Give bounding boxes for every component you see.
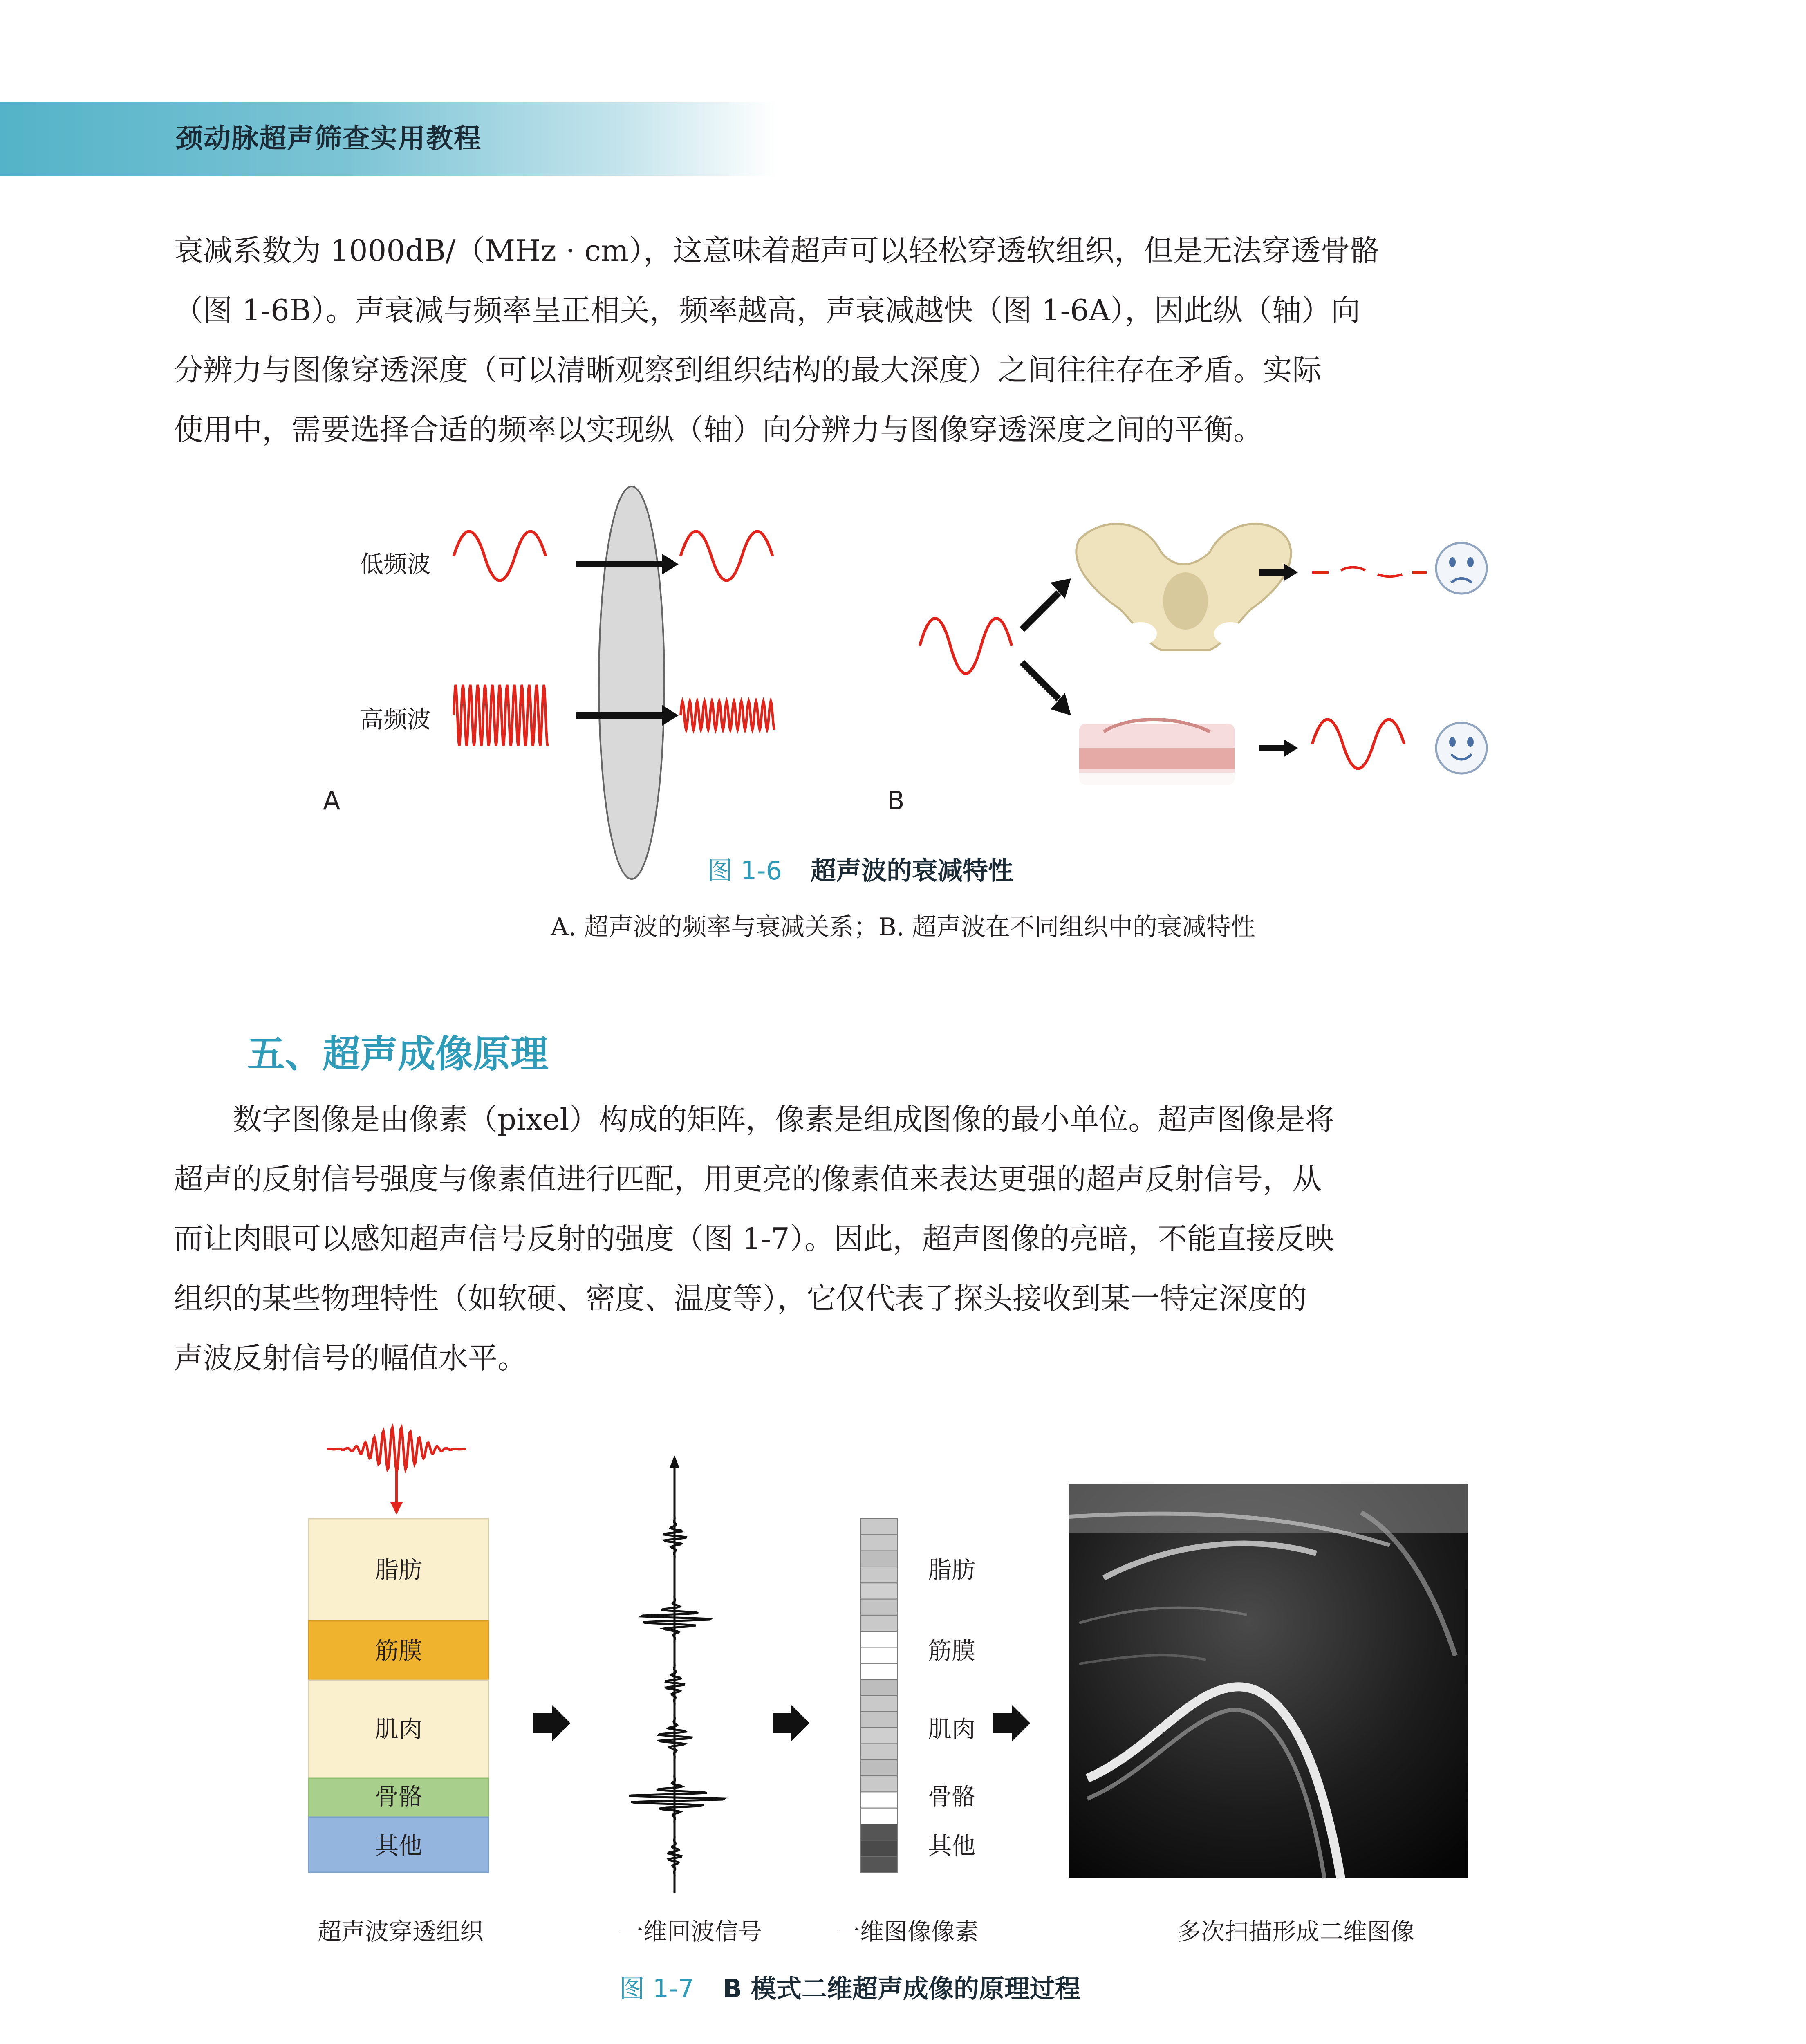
pixel-cell <box>860 1599 897 1615</box>
figure-1-6 <box>0 470 1806 899</box>
high-frequency-wave-out <box>681 701 775 730</box>
figure-title: 超声波的衰减特性 <box>810 856 1013 885</box>
pixel-cell <box>860 1519 897 1535</box>
high-frequency-label: 高频波 <box>360 706 431 733</box>
low-frequency-label: 低频波 <box>360 550 431 578</box>
step-label: 一维回波信号 <box>619 1918 762 1945</box>
pixel-cell <box>860 1760 897 1776</box>
pixel-cell <box>860 1696 897 1712</box>
bone-arrowhead <box>1284 563 1298 581</box>
pixel-cell <box>860 1567 897 1583</box>
incoming-pulse <box>327 1428 466 1472</box>
layer-label: 其他 <box>374 1832 423 1860</box>
arrow-to-bone <box>1022 593 1059 630</box>
pixel-label: 骨骼 <box>928 1783 976 1811</box>
pixel-label: 其他 <box>928 1832 976 1860</box>
paragraph-line: 数字图像是由像素（pixel）构成的矩阵，像素是组成图像的最小单位。超声图像是将 <box>174 1102 1335 1136</box>
pixel-cell <box>860 1679 897 1695</box>
high-frequency-wave-in <box>454 685 548 746</box>
layer-label: 肌肉 <box>374 1715 423 1743</box>
paragraph-1 <box>174 221 1633 459</box>
high-frequency-arrowhead <box>662 705 679 726</box>
pixel-column <box>860 1519 897 1872</box>
pixel-cell <box>860 1551 897 1567</box>
step-label: 一维图像像素 <box>836 1918 979 1945</box>
pixel-cell <box>860 1615 897 1631</box>
happy-face-icon <box>1436 723 1487 773</box>
pixel-cell <box>860 1647 897 1663</box>
section-title: 五、超声成像原理 <box>247 1032 549 1076</box>
pixel-cell <box>860 1663 897 1679</box>
tissue-lens <box>599 486 664 879</box>
pixel-cell <box>860 1824 897 1840</box>
paragraph-line: 衰减系数为 1000dB/（MHz · cm），这意味着超声可以轻松穿透软组织，但是无法穿透骨骼 <box>174 233 1380 268</box>
transmitted-wave <box>1312 719 1404 769</box>
incoming-wave <box>920 619 1012 674</box>
pixel-cell <box>860 1776 897 1792</box>
sad-face-icon <box>1436 543 1487 594</box>
figure-1-7-caption <box>619 1968 1080 2005</box>
low-frequency-wave-out <box>681 531 773 580</box>
running-header-title: 颈动脉超声筛查实用教程 <box>176 123 482 154</box>
pixel-cell <box>860 1728 897 1744</box>
pulse-arrowhead <box>390 1502 403 1515</box>
figure-1-6-panel-b <box>887 524 1487 816</box>
pixel-cell <box>860 1535 897 1551</box>
figure-number: 图 1-6 <box>707 856 782 885</box>
panel-b-label: B <box>887 786 905 816</box>
right-arrow-icon <box>773 1705 809 1741</box>
pixel-label: 筋膜 <box>928 1637 976 1665</box>
figure-number: 图 1-7 <box>619 1974 694 2004</box>
pixel-cell <box>860 1856 897 1872</box>
ultrasound-2d-image <box>1069 1484 1468 1878</box>
paragraph-line: 分辨力与图像穿透深度（可以清晰观察到组织结构的最大深度）之间往往存在矛盾。实际 <box>174 353 1322 387</box>
layer-label: 骨骼 <box>374 1783 423 1811</box>
figure-1-6-subcaption: A. 超声波的频率与衰减关系；B. 超声波在不同组织中的衰减特性 <box>551 913 1255 941</box>
pixel-cell <box>860 1840 897 1856</box>
step-label: 多次扫描形成二维图像 <box>1177 1918 1415 1945</box>
figure-1-7 <box>0 1410 1806 1975</box>
echo-waveform <box>630 1472 724 1889</box>
figure-title: B 模式二维超声成像的原理过程 <box>722 1974 1080 2004</box>
pixel-cell <box>860 1744 897 1760</box>
pixel-label: 肌肉 <box>928 1715 976 1743</box>
paragraph-2 <box>174 1089 1633 1388</box>
layer-label: 脂肪 <box>374 1556 423 1584</box>
panel-a-label: A <box>323 786 341 816</box>
step-label: 超声波穿透组织 <box>317 1918 484 1945</box>
paragraph-line: （图 1-6B）。声衰减与频率呈正相关，频率越高，声衰减越快（图 1-6A），因此纵（轴）向 <box>174 293 1360 327</box>
attenuated-wave <box>1312 567 1427 577</box>
paragraph-line: 而让肉眼可以感知超声信号反射的强度（图 1-7）。因此，超声图像的亮暗，不能直接反映 <box>174 1221 1334 1256</box>
pixel-cell <box>860 1583 897 1599</box>
pixel-cell <box>860 1808 897 1824</box>
echo-signal <box>630 1455 724 1893</box>
right-arrow-icon <box>533 1705 570 1741</box>
paragraph-line: 组织的某些物理特性（如软硬、密度、温度等），它仅代表了探头接收到某一特定深度的 <box>174 1281 1307 1316</box>
meat-tissue-image <box>1079 719 1235 785</box>
pixel-label: 脂肪 <box>928 1556 976 1584</box>
layer-label: 筋膜 <box>374 1637 423 1665</box>
low-frequency-wave-in <box>454 531 546 580</box>
pixel-cell <box>860 1631 897 1647</box>
figure-1-6-panel-a <box>323 486 775 879</box>
arrow-to-meat <box>1022 662 1059 699</box>
paragraph-line: 声波反射信号的幅值水平。 <box>174 1341 527 1375</box>
right-arrow-icon <box>993 1705 1030 1741</box>
pixel-cell <box>860 1712 897 1728</box>
tissue-layers <box>309 1519 488 1872</box>
paragraph-line: 超声的反射信号强度与像素值进行匹配，用更亮的像素值来表达更强的超声反射信号，从 <box>174 1162 1322 1196</box>
echo-axis-arrowhead <box>670 1455 679 1468</box>
pelvis-bone-image <box>1076 524 1291 650</box>
figure-1-6-caption <box>707 850 1013 887</box>
paragraph-line: 使用中，需要选择合适的频率以实现纵（轴）向分辨力与图像穿透深度之间的平衡。 <box>174 412 1263 447</box>
meat-arrowhead <box>1284 739 1298 757</box>
low-frequency-arrowhead <box>662 554 679 574</box>
pixel-cell <box>860 1792 897 1808</box>
